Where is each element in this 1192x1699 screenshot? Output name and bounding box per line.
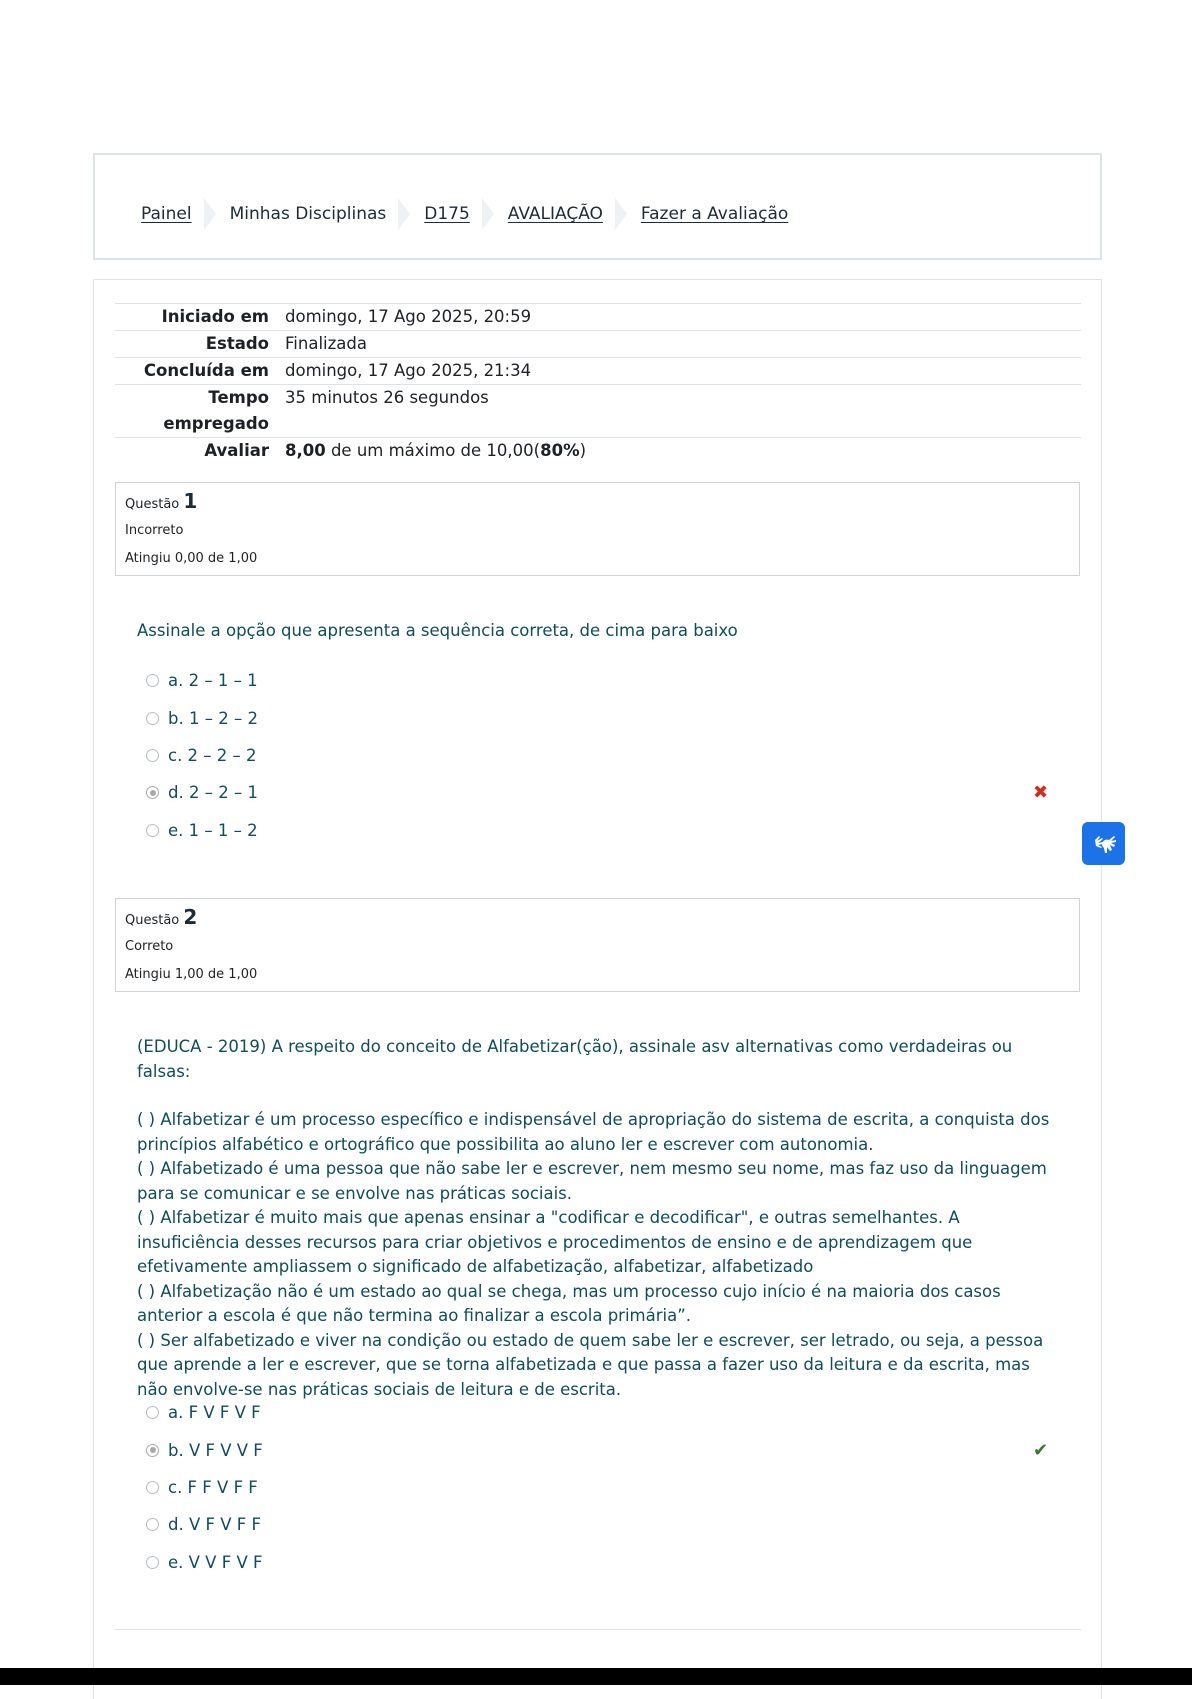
correct-check-icon: ✔ (1033, 1439, 1049, 1461)
breadcrumb-separator (204, 198, 216, 230)
radio-button[interactable] (146, 749, 159, 762)
question-status: Incorreto (125, 523, 184, 538)
question-number: 1 (183, 489, 198, 513)
grade-score: 8,00 (285, 441, 326, 460)
question-text (137, 619, 1057, 644)
radio-button[interactable] (146, 824, 159, 837)
breadcrumb-avaliacao[interactable]: AVALIAÇÃO (507, 204, 603, 224)
answer-list (146, 1394, 1049, 1581)
answer-label: c. 2 – 2 – 2 (168, 745, 257, 765)
answer-list (146, 662, 1049, 849)
summary-label: Avaliar (115, 438, 285, 465)
summary-row-grade (115, 438, 1081, 465)
summary-label: Estado (115, 331, 285, 358)
screen-bottom-bar (0, 1668, 1192, 1685)
radio-button[interactable] (146, 1481, 159, 1494)
radio-button[interactable] (146, 674, 159, 687)
summary-label: Concluída em (115, 358, 285, 385)
breadcrumb-separator (615, 198, 627, 230)
question-prefix: Questão (125, 913, 180, 928)
answer-option[interactable] (146, 699, 1046, 736)
breadcrumb-card (93, 153, 1102, 260)
answer-option-selected[interactable] (146, 1431, 1049, 1468)
grade-percent: 80% (540, 441, 580, 460)
question-info (115, 898, 1080, 992)
incorrect-icon: ✖ (1033, 782, 1049, 804)
question-paragraph: (EDUCA - 2019) A respeito do conceito de Alfabetizar(ção), assinale asv alternativas como verdadeiras ou falsas: (137, 1037, 1013, 1081)
answer-option-selected[interactable] (146, 774, 1049, 811)
answer-option[interactable] (146, 737, 1046, 774)
answer-option[interactable] (146, 662, 1046, 699)
summary-row (115, 331, 1081, 358)
answer-label: c. F F V F F (168, 1477, 258, 1497)
question-points: Atingiu 1,00 de 1,00 (125, 967, 258, 982)
answer-option[interactable] (146, 1506, 1046, 1543)
sign-language-accessibility-button[interactable] (1082, 822, 1125, 865)
answer-label: b. 1 – 2 – 2 (168, 708, 258, 728)
summary-label: Tempo empregado (115, 385, 285, 438)
divider (115, 1629, 1081, 1630)
summary-value: domingo, 17 Ago 2025, 20:59 (285, 304, 1081, 331)
grade-end: ) (579, 441, 587, 460)
question-prefix: Questão (125, 497, 180, 512)
question-statement: ( ) Alfabetização não é um estado ao qual se chega, mas um processo cujo início é na maioria dos casos anterior a escola é que não termina ao finalizar a escola primária”. (137, 1281, 1001, 1325)
answer-label: d. V F V F F (168, 1515, 261, 1535)
radio-button-checked[interactable] (146, 786, 159, 799)
breadcrumb-separator (398, 198, 410, 230)
breadcrumb-minhas-disciplinas: Minhas Disciplinas (229, 204, 387, 224)
grade-max: de um máximo de 10,00( (325, 441, 541, 460)
summary-label: Iniciado em (115, 304, 285, 331)
question-statement: ( ) Alfabetizar é um processo específico e indispensável de apropriação do sistema de escrita, a conquista dos princípios alfabético e ortográfico que possibilita ao aluno ler e escrever com autonomia. (137, 1110, 1050, 1154)
answer-label: d. 2 – 2 – 1 (168, 783, 258, 803)
question-statement: ( ) Ser alfabetizado e viver na condição ou estado de quem sabe ler e escrever, ser letrado, ou seja, a pessoa que aprende a ler e escrever, que se torna alfabetizada e que passa a fazer uso da leitura e da escrita, mas não envolve-se nas práticas sociais de leitura e de escrita. (137, 1330, 1044, 1399)
radio-button[interactable] (146, 1518, 159, 1531)
breadcrumb (141, 198, 788, 230)
summary-value: Finalizada (285, 331, 1081, 358)
sign-language-hands-icon (1090, 830, 1118, 858)
summary-value: domingo, 17 Ago 2025, 21:34 (285, 358, 1081, 385)
question-paragraph: Assinale a opção que apresenta a sequência correta, de cima para baixo (137, 621, 738, 640)
breadcrumb-painel[interactable]: Painel (141, 204, 192, 224)
summary-value: 35 minutos 26 segundos (285, 385, 1081, 438)
summary-row (115, 358, 1081, 385)
question-statement: ( ) Alfabetizado é uma pessoa que não sabe ler e escrever, nem mesmo seu nome, mas faz uso da linguagem para se comunicar e se envolve nas práticas sociais. (137, 1159, 1047, 1203)
radio-button[interactable] (146, 1406, 159, 1419)
question-number: 2 (183, 905, 198, 929)
answer-option[interactable] (146, 1469, 1046, 1506)
question-statement: ( ) Alfabetizar é muito mais que apenas ensinar a "codificar e decodificar", e outras semelhantes. A insuficiência desses recursos para criar objetivos e procedimentos de ensino e de aprendizagem que efetivamente ampliassem o significado de alfabetização, alfabetizar, alfabetizado (137, 1208, 973, 1276)
question-status: Correto (125, 939, 174, 954)
question-info (115, 482, 1080, 576)
breadcrumb-separator (482, 198, 494, 230)
answer-label: a. 2 – 1 – 1 (168, 671, 258, 691)
summary-grade-value (285, 438, 1081, 465)
answer-label: e. V V F V F (168, 1552, 263, 1572)
answer-label: a. F V F V F (168, 1403, 261, 1423)
attempt-summary-table (115, 303, 1081, 464)
answer-label: e. 1 – 1 – 2 (168, 820, 258, 840)
radio-button-checked[interactable] (146, 1444, 159, 1457)
radio-button[interactable] (146, 1556, 159, 1569)
breadcrumb-fazer-avaliacao[interactable]: Fazer a Avaliação (640, 204, 789, 224)
summary-row (115, 304, 1081, 331)
answer-option[interactable] (146, 1394, 1046, 1431)
radio-button[interactable] (146, 712, 159, 725)
answer-label: b. V F V V F (168, 1440, 263, 1460)
question-text (137, 1035, 1057, 1402)
breadcrumb-course[interactable]: D175 (424, 204, 470, 224)
question-points: Atingiu 0,00 de 1,00 (125, 551, 258, 566)
answer-option[interactable] (146, 812, 1046, 849)
summary-row (115, 385, 1081, 438)
answer-option[interactable] (146, 1544, 1046, 1581)
